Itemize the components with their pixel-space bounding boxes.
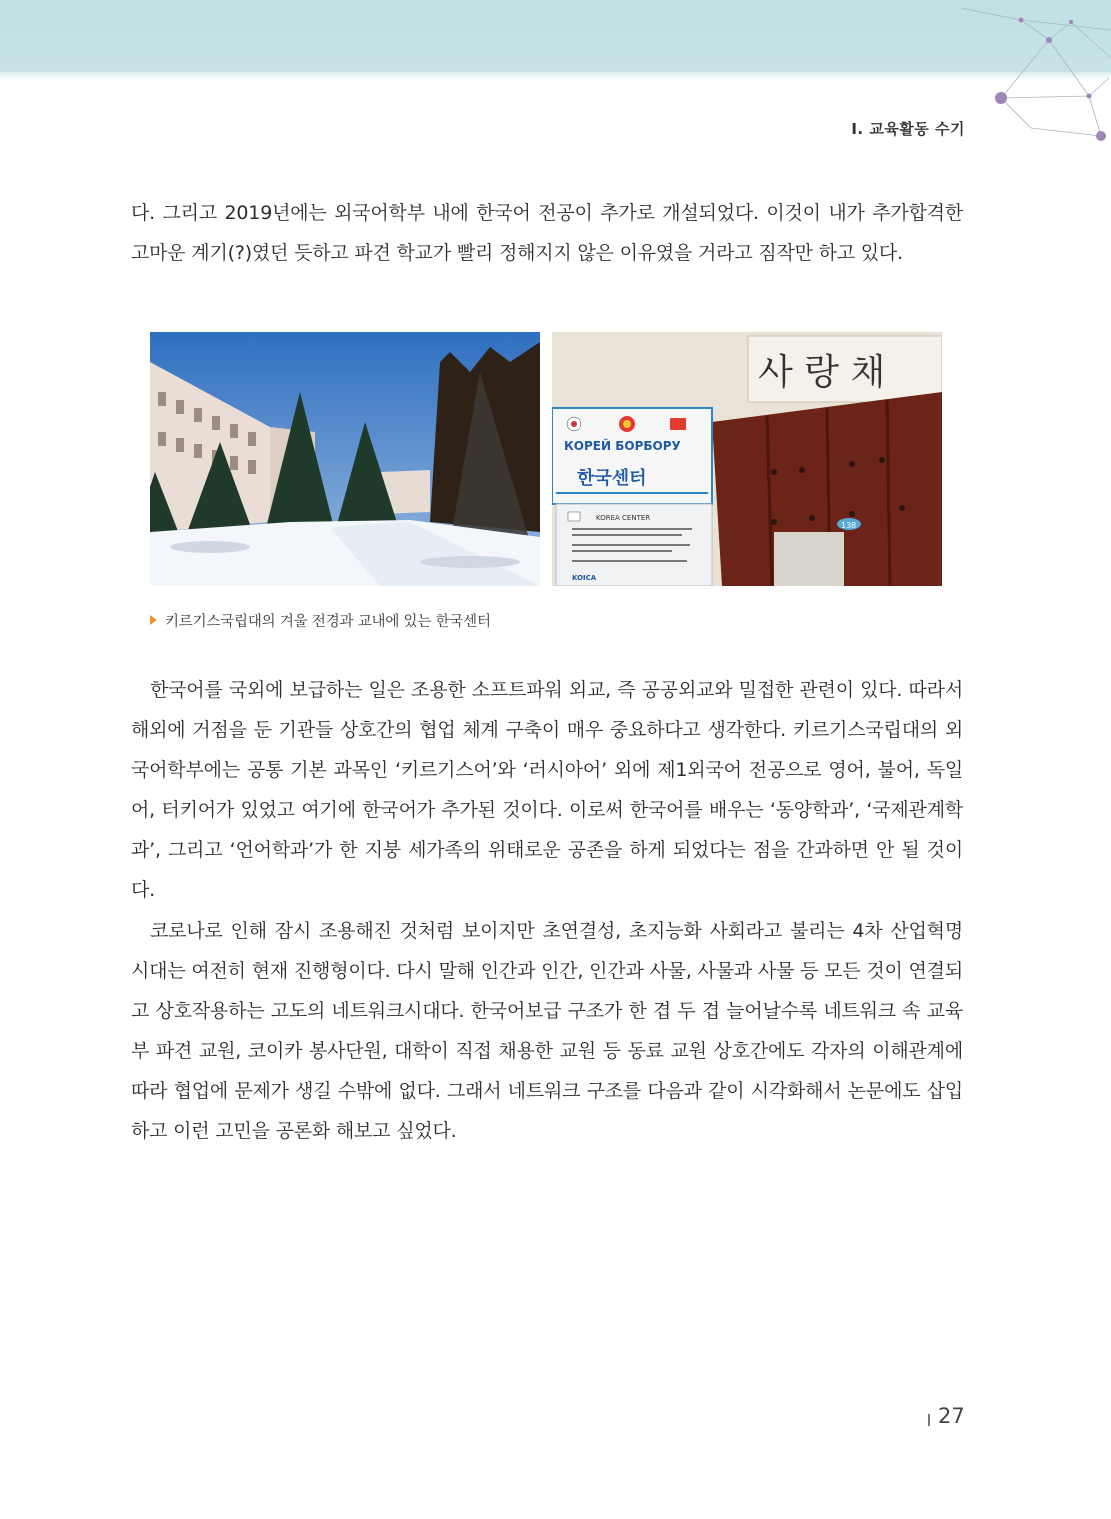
- photo-caption: [150, 610, 491, 631]
- caption-marker-icon: [150, 615, 157, 625]
- korea-center-photo: [552, 332, 942, 586]
- header-band: [0, 0, 1111, 72]
- paragraph-1: 다. 그리고 2019년에는 외국어학부 내에 한국어 전공이 추가로 개설되었다. 이것이 내가 추가합격한 고마운 계기(?)였던 듯하고 파견 학교가 빨리 정해지지 않은 이유였을 거라고 짐작만 하고 있다.: [131, 202, 963, 264]
- door-plate-number: 138: [841, 521, 857, 530]
- sign-sub-en: KOREA CENTER: [596, 514, 651, 522]
- network-decoration: [961, 0, 1111, 150]
- sign-title-ko: 한국센터: [577, 468, 647, 489]
- photo-caption-text: 키르기스국립대의 겨울 전경과 교내에 있는 한국센터: [165, 614, 491, 630]
- paragraph-3: 코로나로 인해 잠시 조용해진 것처럼 보이지만 초연결성, 초지능화 사회라고 불리는 4차 산업혁명 시대는 여전히 현재 진행형이다. 다시 말해 인간과 인간, 인간과 사물, 사물과 사물 등 모든 것이 연결되고 상호작용하는 고도의 네트워크시대다. 한국어보급 구조가 한 겹 두 겹 늘어날수록 네트워크 속 교육부 파견 교원, 코이카 봉사단원, 대학이 직접 채용한 교원 등 동료 교원 상호간에도 각자의 이해관계에 따라 협업에 문제가 생길 수밖에 없다. 그래서 네트워크 구조를 다음과 같이 시각화해서 논문에도 삽입하고 이런 고민을 공론화 해보고 싶었다.: [131, 920, 963, 1142]
- sign-logo: KOICA: [572, 574, 597, 582]
- page-number-divider: [928, 1414, 930, 1426]
- calligraphy-text: 사 랑 채: [758, 352, 886, 393]
- header-band-shadow: [0, 72, 1111, 80]
- section-label: Ⅰ. 교육활동 수기: [851, 120, 965, 138]
- paragraph-2: 한국어를 국외에 보급하는 일은 조용한 소프트파워 외교, 즉 공공외교와 밀접한 관련이 있다. 따라서 해외에 거점을 둔 기관들 상호간의 협업 체계 구축이 매우 중요하다고 생각한다. 키르기스국립대의 외국어학부에는 공통 기본 과목인 ‘키르기스어’와 ‘러시아어’ 외에 제1외국어 전공으로 영어, 불어, 독일어, 터키어가 있었고 여기에 한국어가 추가된 것이다. 이로써 한국어를 배우는 ‘동양학과’, ‘국제관계학과’, 그리고 ‘언어학과’가 한 지붕 세가족의 위태로운 공존을 하게 되었다는 점을 간과하면 안 될 것이다.: [131, 679, 963, 901]
- sign-title-ru: КОРЕЙ БОРБОРУ: [564, 439, 681, 453]
- page-number: 27: [938, 1404, 965, 1428]
- campus-winter-photo: [150, 332, 540, 586]
